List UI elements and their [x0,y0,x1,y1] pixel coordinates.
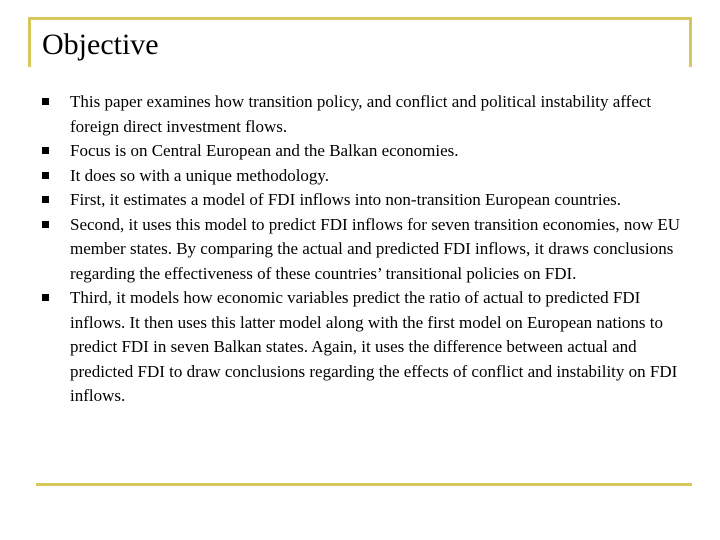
bullet-item [42,188,682,213]
bullet-text: It does so with a unique methodology. [70,165,330,185]
bullet-list [42,90,682,409]
frame-right-border [689,17,692,67]
bullet-text: Second, it uses this model to predict FDI inflows for seven transition economies, now EU member states. By comparing the actual and predicted FDI inflows, it draws conclusions regarding the effectiveness of these countries’ transitional policies on FDI. [70,214,681,283]
bullet-item [42,213,682,287]
frame-bottom-border [36,483,692,486]
frame-top-border [28,17,692,20]
square-bullet-icon [42,196,49,203]
bullet-text: Focus is on Central European and the Balkan economies. [70,141,459,160]
square-bullet-icon [42,294,49,301]
slide-title: Objective [42,28,159,61]
bullet-item [42,139,682,164]
bullet-text: Third, it models how economic variables predict the ratio of actual to predicted FDI inflows. It then uses this latter model along with the first model on European nations to predict FDI in seven Balkan states. Again, it uses the difference between actual and predicted FDI to draw conclusions regarding the effects of conflict and instability on FDI inflows. [70,288,678,405]
square-bullet-icon [42,147,49,154]
bullet-item [42,90,682,139]
bullet-item [42,164,682,189]
square-bullet-icon [42,172,49,179]
square-bullet-icon [42,221,49,228]
bullet-text: This paper examines how transition policy, and conflict and political instability affect foreign direct investment flows. [70,92,652,136]
bullet-text: First, it estimates a model of FDI inflows into non-transition European countries. [70,190,621,209]
bullet-item [42,286,682,409]
frame-left-border [28,17,31,67]
square-bullet-icon [42,98,49,105]
